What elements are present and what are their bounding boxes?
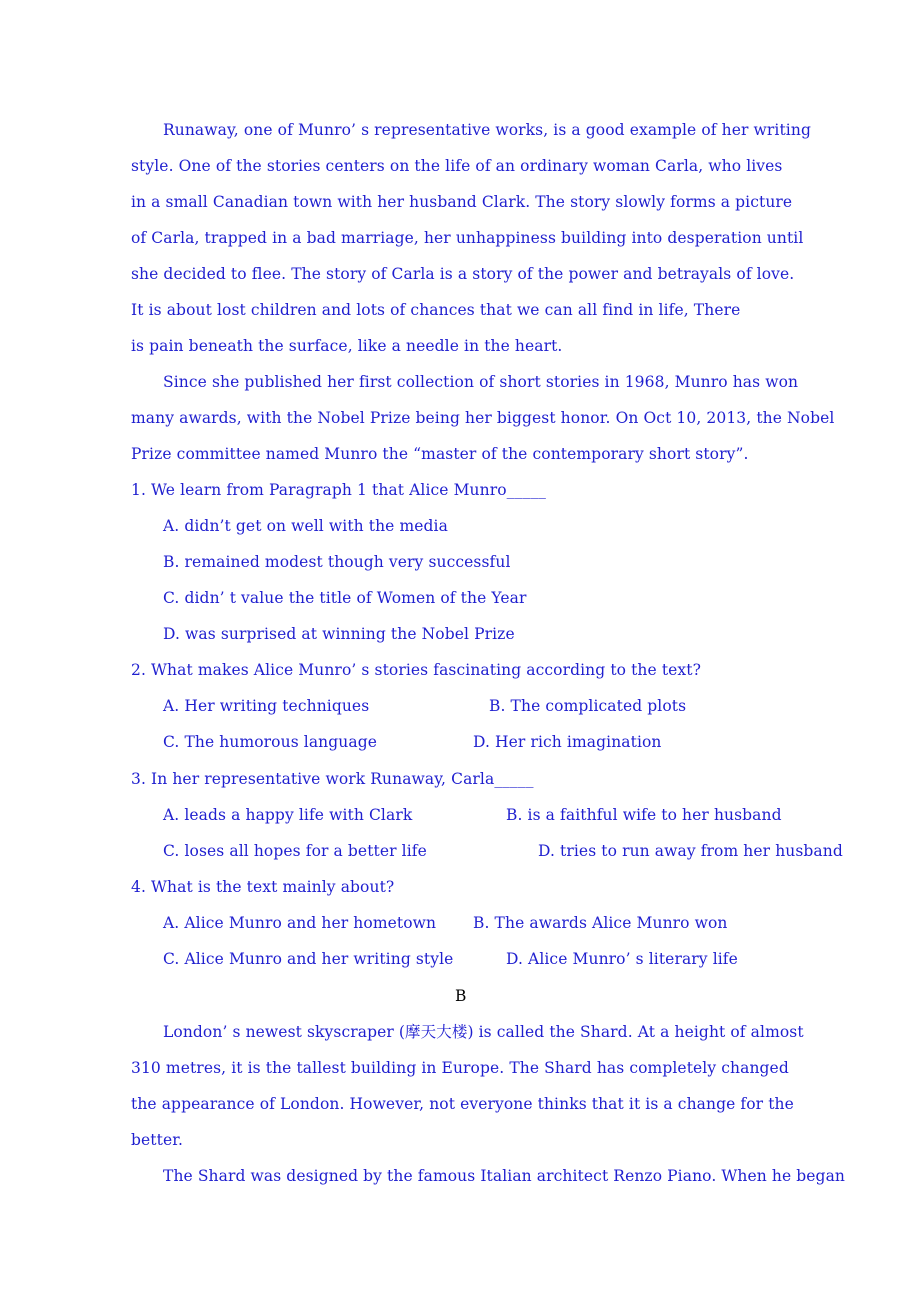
text-line: Since she published her first collection of short stories in 1968, Munro has won [163, 373, 799, 391]
text-line: It is about lost children and lots of chances that we can all find in life, There [131, 301, 741, 319]
option-a: A. Her writing techniques [163, 697, 370, 715]
text-line: better. [131, 1131, 184, 1149]
text-line: London’ s newest skyscraper (摩天大楼) is called the Shard. At a height of almost [163, 1023, 804, 1041]
text-line: in a small Canadian town with her husband Clark. The story slowly forms a picture [131, 193, 793, 211]
section-b-heading: B [455, 987, 467, 1005]
option-b: B. is a faithful wife to her husband [506, 806, 782, 824]
text-line: many awards, with the Nobel Prize being her biggest honor. On Oct 10, 2013, the Nobel [131, 409, 835, 427]
option-b: B. The awards Alice Munro won [473, 914, 728, 932]
text-line: of Carla, trapped in a bad marriage, her unhappiness building into desperation until [131, 229, 804, 247]
text-line: Runaway, one of Munro’ s representative works, is a good example of her writing [163, 121, 811, 139]
question-stem: 3. In her representative work Runaway, Carla_____ [131, 770, 534, 788]
text-line: is pain beneath the surface, like a needle in the heart. [131, 337, 563, 355]
text-line: the appearance of London. However, not everyone thinks that it is a change for the [131, 1095, 794, 1113]
option-c: C. The humorous language [163, 733, 378, 751]
option-b: B. remained modest though very successful [163, 553, 511, 571]
option-a: A. Alice Munro and her hometown [163, 914, 437, 932]
option-b: B. The complicated plots [489, 697, 687, 715]
question-stem: 1. We learn from Paragraph 1 that Alice Munro_____ [131, 481, 546, 499]
text-line: Prize committee named Munro the “master of the contemporary short story”. [131, 445, 749, 463]
option-d: D. Alice Munro’ s literary life [506, 950, 738, 968]
option-d: D. Her rich imagination [473, 733, 662, 751]
option-a: A. didn’t get on well with the media [163, 517, 448, 535]
text-line: The Shard was designed by the famous Italian architect Renzo Piano. When he began [163, 1167, 845, 1185]
question-stem: 2. What makes Alice Munro’ s stories fascinating according to the text? [131, 661, 701, 679]
option-c: C. loses all hopes for a better life [163, 842, 427, 860]
text-line: style. One of the stories centers on the life of an ordinary woman Carla, who lives [131, 157, 783, 175]
option-c: C. Alice Munro and her writing style [163, 950, 454, 968]
question-stem: 4. What is the text mainly about? [131, 878, 395, 896]
option-d: D. was surprised at winning the Nobel Prize [163, 625, 515, 643]
text-line: 310 metres, it is the tallest building in Europe. The Shard has completely changed [131, 1059, 789, 1077]
text-line: she decided to flee. The story of Carla is a story of the power and betrayals of love. [131, 265, 795, 283]
option-d: D. tries to run away from her husband [538, 842, 843, 860]
option-c: C. didn’ t value the title of Women of the Year [163, 589, 527, 607]
option-a: A. leads a happy life with Clark [163, 806, 413, 824]
